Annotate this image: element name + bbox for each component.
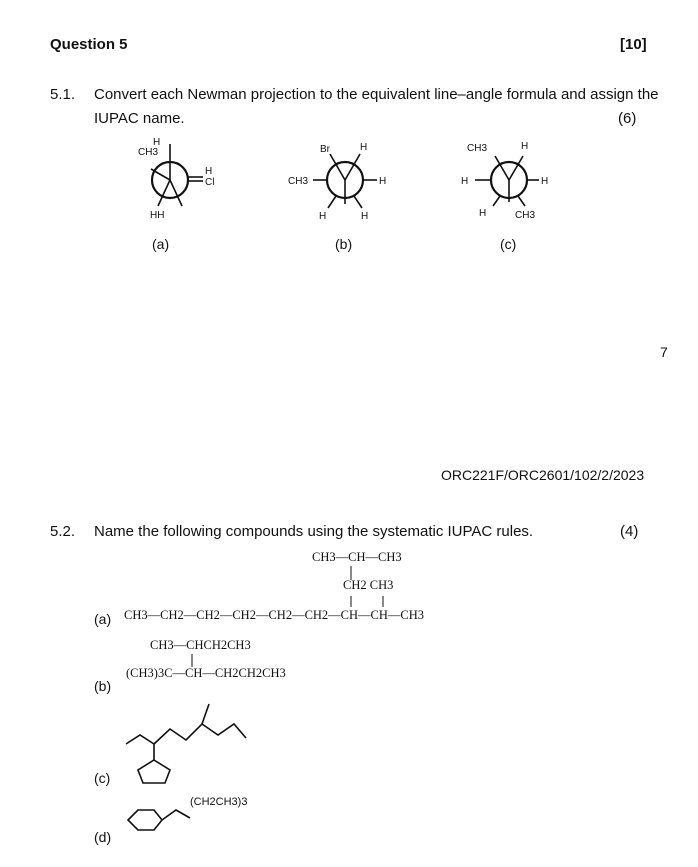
newman-b-h-bottomright-label: H <box>361 211 369 222</box>
q52-text: Name the following compounds using the systematic IUPAC rules. <box>94 523 534 540</box>
q52-marks: (4) <box>620 523 639 540</box>
newman-a-caption: (a) <box>152 236 170 252</box>
compound-a-label: (a) <box>94 611 112 627</box>
q51-text-line1: Convert each Newman projection to the equivalent line–angle formula and assign the <box>94 86 659 103</box>
newman-b-h-right-label: H <box>379 176 387 187</box>
newman-b-h-topright-label: H <box>360 142 368 153</box>
newman-c-h-left-label: H <box>461 176 469 187</box>
newman-b-h-bottomleft-label: H <box>319 211 327 222</box>
q51-text-line2: IUPAC name. <box>94 110 185 127</box>
q51-marks: (6) <box>618 110 637 127</box>
newman-b-caption: (b) <box>335 236 353 252</box>
question-title: Question 5 <box>50 36 128 53</box>
newman-a-h-right-label: H <box>205 166 213 177</box>
question-marks: [10] <box>620 36 647 53</box>
page-number: 7 <box>660 344 668 360</box>
compound-b-main-chain: (CH3)3C—CH—CH2CH2CH3 <box>126 666 286 680</box>
newman-c-ch3-top-label: CH3 <box>467 143 488 154</box>
compound-c-label: (c) <box>94 770 111 786</box>
q52-number: 5.2. <box>50 523 76 540</box>
compound-d-label: (d) <box>94 829 112 845</box>
compound-a-branch-row: CH2 CH3 <box>343 578 394 592</box>
compound-a-main-chain: CH3—CH2—CH2—CH2—CH2—CH2—CH—CH—CH3 <box>124 608 425 622</box>
q51-number: 5.1. <box>50 86 76 103</box>
newman-a-bottom-label: HH <box>150 210 165 221</box>
newman-c-h-right-label: H <box>541 176 549 187</box>
newman-c-caption: (c) <box>500 236 517 252</box>
footer-code: ORC221F/ORC2601/102/2/2023 <box>441 467 645 483</box>
newman-a-ch3-label: CH3 <box>138 147 159 158</box>
newman-b-br-label: Br <box>320 144 330 155</box>
newman-a-h-top-label: H <box>153 137 161 148</box>
newman-b-ch3-label: CH3 <box>288 176 309 187</box>
compound-a-top-chain: CH3—CH—CH3 <box>312 550 402 564</box>
newman-c-ch3-bottom-label: CH3 <box>515 210 536 221</box>
compound-b-label: (b) <box>94 678 112 694</box>
newman-a-cl-label: Cl <box>205 177 215 188</box>
newman-c-h-bottomleft-label: H <box>479 208 487 219</box>
compound-d-substituent: (CH2CH3)3 <box>190 796 248 808</box>
newman-c-h-topright-label: H <box>521 141 529 152</box>
compound-b-top-chain: CH3—CHCH2CH3 <box>150 638 251 652</box>
